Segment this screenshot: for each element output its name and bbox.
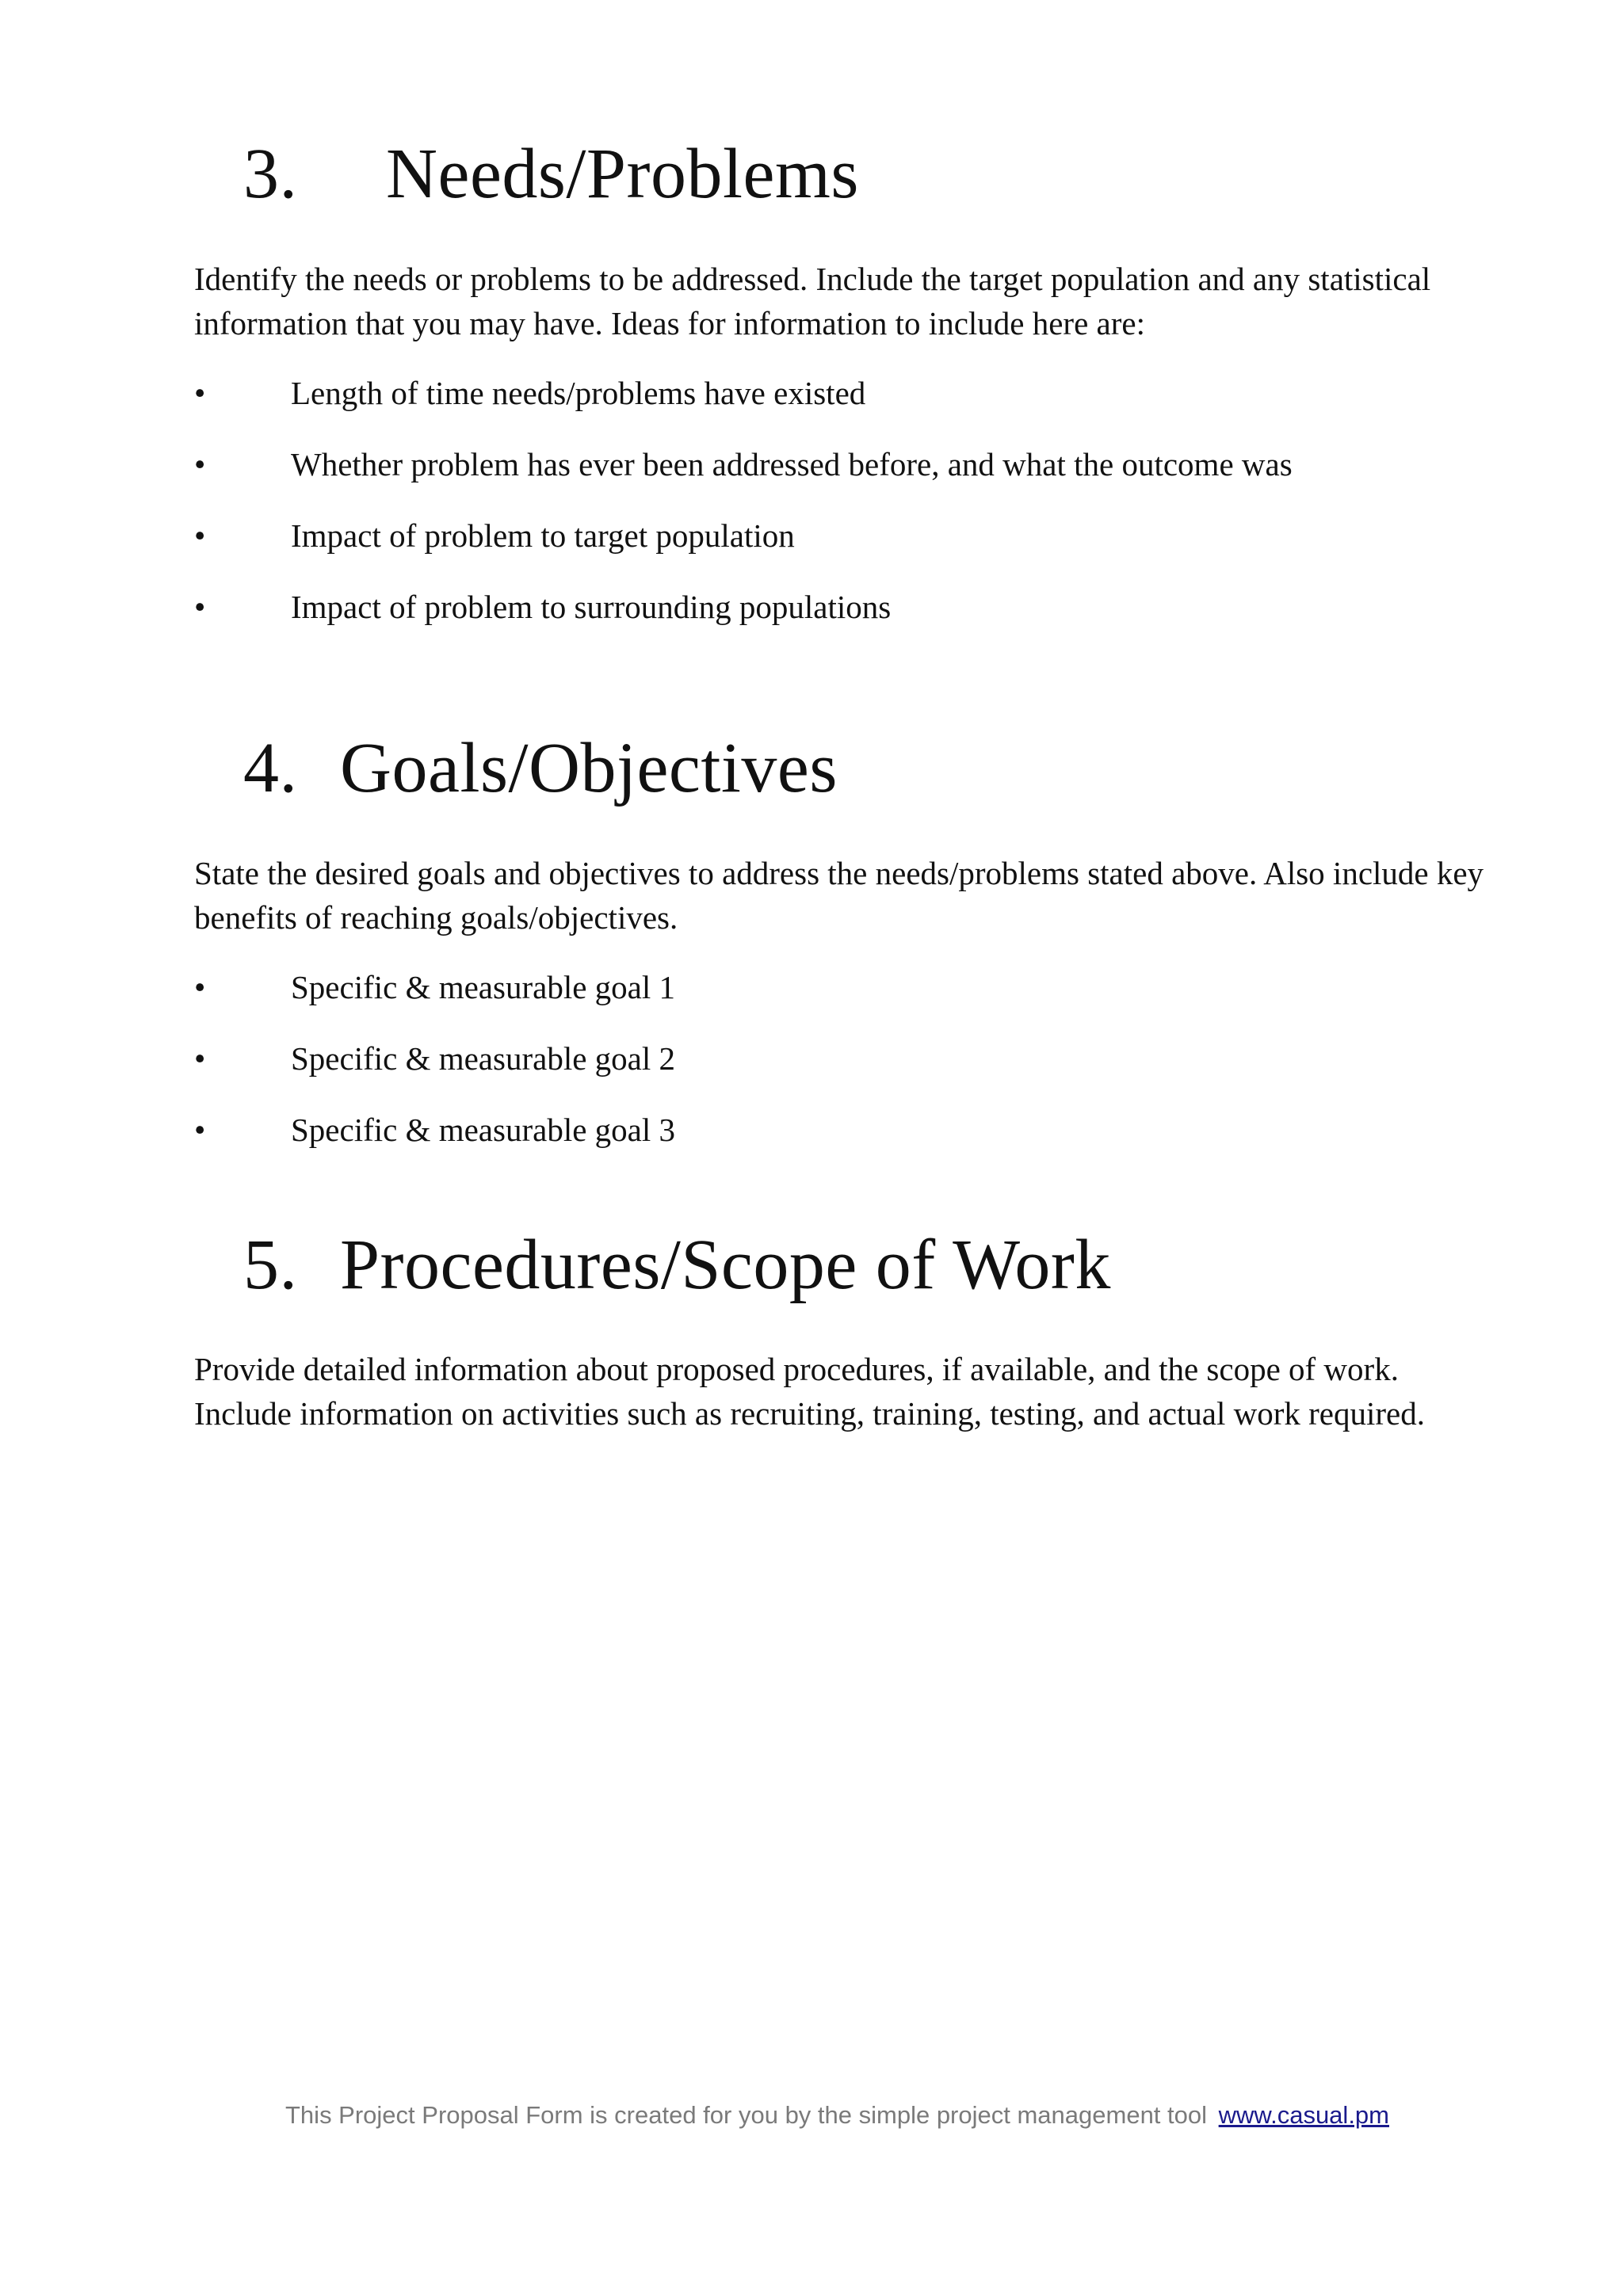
needs-problems-intro: Identify the needs or problems to be addressed. Include the target population and any statistical information that you may have. Ideas for information to include here are: <box>194 261 1431 341</box>
bullet-icon: • <box>194 1040 206 1077</box>
list-item-text: Impact of problem to target population <box>291 517 795 554</box>
list-item-text: Whether problem has ever been addressed before, and what the outcome was <box>291 446 1293 482</box>
list-item-text: Specific & measurable goal 1 <box>291 969 675 1005</box>
list-item-text: Specific & measurable goal 3 <box>291 1112 675 1148</box>
list-item-text: Length of time needs/problems have existed <box>291 375 866 411</box>
section-title: Goals/Objectives <box>340 729 838 807</box>
section-number: 4. <box>243 729 298 807</box>
section-number: 5. <box>243 1226 298 1304</box>
heading-needs-problems <box>243 135 859 214</box>
section-title: Needs/Problems <box>386 135 859 213</box>
footer-link[interactable]: www.casual.pm <box>1218 2101 1389 2129</box>
bullet-icon: • <box>194 446 206 482</box>
page-footer <box>285 2100 1389 2131</box>
bullet-icon: • <box>194 375 206 411</box>
section-title: Procedures/Scope of Work <box>340 1226 1111 1304</box>
bullet-icon: • <box>194 969 206 1005</box>
section-number: 3. <box>243 135 298 213</box>
bullet-icon: • <box>194 589 206 625</box>
list-item-text: Specific & measurable goal 2 <box>291 1040 675 1077</box>
procedures-scope-intro: Provide detailed information about proposed procedures, if available, and the scope of work. Include information on activities such as recruiting, training, testing, and actual work required. <box>194 1351 1425 1432</box>
list-item-text: Impact of problem to surrounding populations <box>291 589 892 625</box>
bullet-icon: • <box>194 1112 206 1148</box>
heading-procedures-scope <box>243 1226 1111 1305</box>
footer-text: This Project Proposal Form is created for you by the simple project management tool <box>285 2101 1208 2129</box>
goals-objectives-intro: State the desired goals and objectives to address the needs/problems stated above. Also include key benefits of reaching goals/objectives. <box>194 855 1484 936</box>
bullet-icon: • <box>194 517 206 554</box>
heading-goals-objectives <box>243 729 838 808</box>
